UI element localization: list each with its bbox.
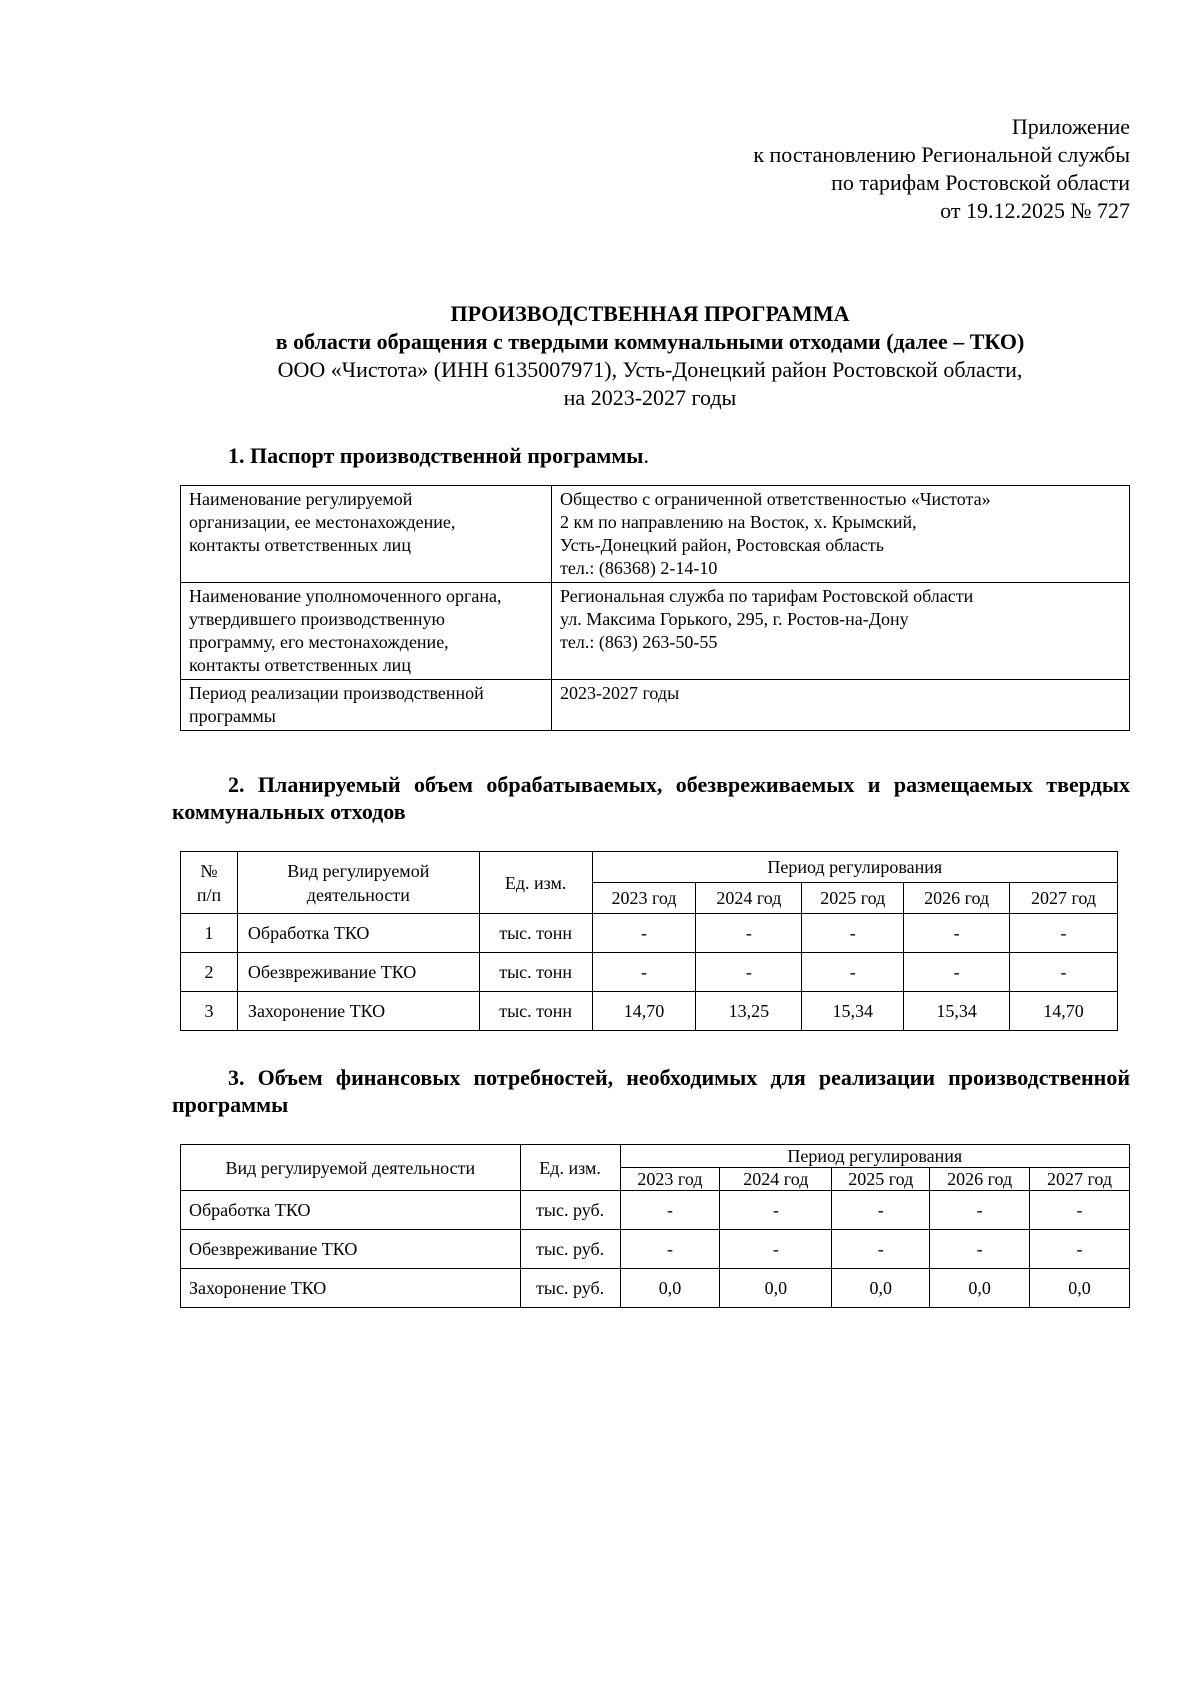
cell-unit: тыс. тонн: [479, 914, 592, 953]
document-title: [170, 300, 1130, 412]
cell-num: 3: [181, 992, 238, 1031]
passport-value-cell: [552, 486, 1130, 583]
passport-label-line: Наименование регулируемой: [189, 489, 413, 509]
table-row: [181, 486, 1130, 583]
cell-value: -: [720, 1191, 832, 1230]
section2-heading-text: Планируемый объем обрабатываемых, обезвреживаемых и размещаемых твердых коммунальных отходов: [172, 772, 1130, 824]
cell-num: 2: [181, 953, 238, 992]
cell-value: -: [802, 953, 904, 992]
cell-value: -: [720, 1230, 832, 1269]
passport-label-line: Период реализации производственной: [189, 683, 484, 703]
appendix-line: к постановлению Региональной службы: [753, 142, 1130, 167]
passport-label-line: утвердившего производственную: [189, 609, 445, 629]
passport-value-line: 2 км по направлению на Восток, х. Крымский,: [560, 512, 917, 532]
section2-heading: [172, 771, 1130, 825]
year-header: 2024 год: [696, 883, 802, 914]
table-row: [181, 992, 1118, 1031]
cell-value: -: [592, 914, 696, 953]
cell-value: -: [696, 914, 802, 953]
finance-table: [180, 1144, 1130, 1308]
section1-heading: [228, 442, 649, 469]
col-num-line: п/п: [196, 884, 222, 905]
cell-value: -: [1030, 1230, 1130, 1269]
col-num-line: №: [200, 860, 218, 881]
cell-value: 0,0: [620, 1269, 720, 1308]
table-row: [181, 1269, 1130, 1308]
appendix-header: [600, 113, 1130, 225]
passport-value-line: ул. Максима Горького, 295, г. Ростов-на-Дону: [560, 609, 909, 629]
table-header-row: [181, 1145, 1130, 1168]
cell-activity: Обезвреживание ТКО: [181, 1230, 521, 1269]
cell-value: 15,34: [802, 992, 904, 1031]
table-row: [181, 914, 1118, 953]
cell-unit: тыс. руб.: [520, 1230, 620, 1269]
passport-value-line: Общество с ограниченной ответственностью «Чистота»: [560, 489, 991, 509]
cell-value: -: [592, 953, 696, 992]
col-activity-header: [237, 852, 479, 914]
cell-value: 13,25: [696, 992, 802, 1031]
cell-value: -: [832, 1191, 930, 1230]
cell-value: -: [832, 1230, 930, 1269]
cell-num: 1: [181, 914, 238, 953]
cell-value: -: [696, 953, 802, 992]
cell-value: -: [620, 1230, 720, 1269]
table-header-row: [181, 852, 1118, 883]
cell-activity: Обезвреживание ТКО: [237, 953, 479, 992]
passport-value-line: 2023-2027 годы: [560, 683, 680, 703]
col-activity-line: деятельности: [306, 884, 410, 905]
year-header: 2026 год: [930, 1168, 1030, 1191]
col-activity-line: Вид регулируемой: [287, 860, 430, 881]
passport-label-cell: [181, 583, 552, 680]
cell-unit: тыс. руб.: [520, 1269, 620, 1308]
section1-heading-dot: .: [643, 443, 649, 468]
cell-value: 0,0: [832, 1269, 930, 1308]
col-unit-header: Ед. изм.: [479, 852, 592, 914]
volume-table: [180, 851, 1118, 1031]
title-period: на 2023-2027 годы: [563, 385, 737, 410]
appendix-line: Приложение: [1011, 114, 1130, 139]
table-row: [181, 1230, 1130, 1269]
passport-value-cell: [552, 583, 1130, 680]
section1-heading-text: 1. Паспорт производственной программы: [228, 443, 644, 468]
cell-value: 14,70: [592, 992, 696, 1031]
passport-label-line: контакты ответственных лиц: [189, 535, 411, 555]
passport-label-line: программу, его местонахождение,: [189, 632, 449, 652]
cell-unit: тыс. тонн: [479, 992, 592, 1031]
cell-value: 14,70: [1010, 992, 1118, 1031]
cell-value: -: [1010, 953, 1118, 992]
year-header: 2023 год: [620, 1168, 720, 1191]
period-header: Период регулирования: [592, 852, 1117, 883]
cell-activity: Захоронение ТКО: [181, 1269, 521, 1308]
passport-label-line: организации, ее местонахождение,: [189, 512, 456, 532]
cell-activity: Обработка ТКО: [181, 1191, 521, 1230]
cell-value: -: [1010, 914, 1118, 953]
year-header: 2025 год: [802, 883, 904, 914]
year-header: 2024 год: [720, 1168, 832, 1191]
col-unit-header: Ед. изм.: [520, 1145, 620, 1191]
passport-label-line: Наименование уполномоченного органа,: [189, 586, 502, 606]
cell-value: -: [802, 914, 904, 953]
cell-value: -: [904, 914, 1010, 953]
passport-value-line: тел.: (86368) 2-14-10: [560, 558, 718, 578]
cell-value: 0,0: [720, 1269, 832, 1308]
passport-value-line: Усть-Донецкий район, Ростовская область: [560, 535, 884, 555]
col-num-header: [181, 852, 238, 914]
passport-value-line: Региональная служба по тарифам Ростовской области: [560, 586, 974, 606]
year-header: 2027 год: [1030, 1168, 1130, 1191]
section3-heading-text: Объем финансовых потребностей, необходимых для реализации производственной программы: [172, 1065, 1131, 1117]
table-row: [181, 680, 1130, 731]
cell-value: -: [904, 953, 1010, 992]
cell-value: 0,0: [930, 1269, 1030, 1308]
passport-label-line: контакты ответственных лиц: [189, 655, 411, 675]
passport-label-line: программы: [189, 706, 276, 726]
cell-unit: тыс. тонн: [479, 953, 592, 992]
cell-value: 0,0: [1030, 1269, 1130, 1308]
year-header: 2023 год: [592, 883, 696, 914]
appendix-line: по тарифам Ростовской области: [831, 170, 1130, 195]
section3-heading-num: 3.: [228, 1065, 245, 1090]
title-main: ПРОИЗВОДСТВЕННАЯ ПРОГРАММА: [450, 301, 850, 326]
table-row: [181, 1191, 1130, 1230]
passport-label-cell: [181, 486, 552, 583]
year-header: 2025 год: [832, 1168, 930, 1191]
cell-value: -: [620, 1191, 720, 1230]
year-header: 2027 год: [1010, 883, 1118, 914]
cell-value: -: [930, 1230, 1030, 1269]
cell-unit: тыс. руб.: [520, 1191, 620, 1230]
cell-value: -: [1030, 1191, 1130, 1230]
passport-value-cell: [552, 680, 1130, 731]
section2-heading-num: 2.: [228, 772, 245, 797]
cell-activity: Захоронение ТКО: [237, 992, 479, 1031]
table-row: [181, 583, 1130, 680]
cell-value: 15,34: [904, 992, 1010, 1031]
col-activity-header: Вид регулируемой деятельности: [181, 1145, 521, 1191]
title-sub: в области обращения с твердыми коммунальными отходами (далее – ТКО): [275, 329, 1025, 354]
passport-label-cell: [181, 680, 552, 731]
cell-activity: Обработка ТКО: [237, 914, 479, 953]
period-header: Период регулирования: [620, 1145, 1129, 1168]
table-row: [181, 953, 1118, 992]
cell-value: -: [930, 1191, 1030, 1230]
appendix-line: от 19.12.2025 № 727: [940, 198, 1130, 223]
year-header: 2026 год: [904, 883, 1010, 914]
passport-value-line: тел.: (863) 263-50-55: [560, 632, 718, 652]
title-org: ООО «Чистота» (ИНН 6135007971), Усть-Донецкий район Ростовской области,: [277, 357, 1023, 382]
passport-table: [180, 485, 1130, 731]
section3-heading: [172, 1064, 1130, 1118]
